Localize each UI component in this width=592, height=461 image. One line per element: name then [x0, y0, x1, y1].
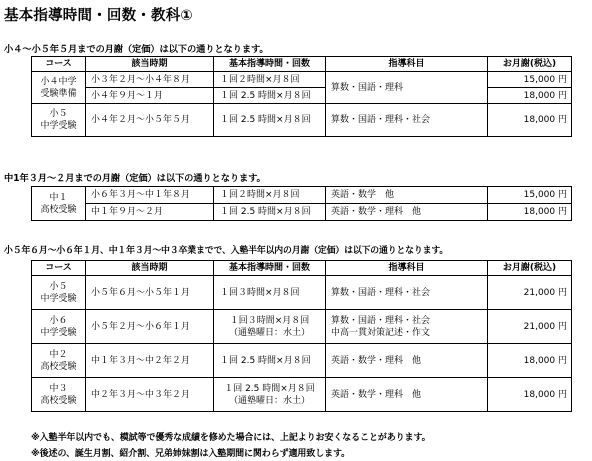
times-cell: [214, 310, 326, 344]
subjects-line: 算数・国語・理科・社会: [331, 287, 431, 298]
period-cell: 小５年２月〜小６年１月: [86, 310, 214, 344]
section2-caption: 中1年３月〜２月までの月謝（定価）は以下の通りとなります。: [4, 173, 266, 184]
course-cell: [32, 310, 86, 344]
subjects-cell: 算数・国語・理科・社会: [326, 104, 488, 137]
subjects-line: 英語・数学・理科 他: [331, 355, 422, 366]
section3-table: [31, 260, 572, 412]
header-subjects: 指導科目: [326, 57, 488, 72]
header-subjects: 指導科目: [326, 261, 488, 276]
subjects-line: 算数・国語・理科・社会: [331, 315, 431, 326]
table-row: [32, 187, 572, 204]
times-cell: [214, 344, 326, 378]
header-fee: お月謝(税込): [488, 57, 572, 72]
subjects-line: 英語・数学・理科 他: [331, 389, 422, 400]
table-row: [32, 88, 572, 104]
course-cell: [32, 344, 86, 378]
note-other-discounts: ※後述の、誕生月割、紹介割、兄弟姉妹割は入塾期間に関わらず適用致します。: [31, 449, 351, 459]
course-grade: 小５: [49, 281, 68, 292]
period-cell: 小５年６月〜小５年１月: [86, 276, 214, 310]
course-type: 中学受験: [40, 327, 77, 338]
table-header-row: [32, 57, 572, 72]
fee-cell: 21,000 円: [488, 276, 572, 310]
times-cell: １回２時間×月８回: [214, 72, 326, 88]
header-course: コース: [32, 57, 86, 72]
times-cell: [214, 276, 326, 310]
fee-cell: 18,000 円: [488, 378, 572, 412]
attendance-days: （通塾曜日：水土）: [228, 327, 310, 338]
section2-table: [31, 186, 572, 221]
period-cell: 小４年９月〜１月: [86, 88, 214, 104]
header-times: 基本指導時間・回数: [214, 57, 326, 72]
table-row: [32, 72, 572, 88]
subjects-cell: 算数・国語・理科: [326, 72, 488, 104]
course-grade: 中１: [49, 192, 68, 203]
period-cell: 小４年２月〜小５年５月: [86, 104, 214, 137]
period-cell: 小６年３月〜中１年８月: [86, 187, 214, 204]
times-line: １回 2.5 時間×月８回: [220, 355, 311, 366]
header-times: 基本指導時間・回数: [214, 261, 326, 276]
subjects-cell: [326, 378, 488, 412]
header-period: 該当時期: [86, 57, 214, 72]
fee-cell: 18,000 円: [488, 344, 572, 378]
section3-caption: 小５年６月〜小６年１月、中１年３月〜中３卒業までで、入塾半年以内の月謝（定価）は以下の通りとなります。: [4, 246, 449, 256]
page-title: 基本指導時間・回数・教科①: [4, 8, 193, 24]
course-grade: 中２: [49, 349, 68, 360]
course-type: 中学受験: [40, 121, 77, 131]
fee-cell: 21,000 円: [488, 310, 572, 344]
times-cell: １回 2.5 時間×月８回: [214, 104, 326, 137]
subjects-cell: 英語・数学 他: [326, 187, 488, 204]
course-cell: [32, 378, 86, 412]
table-row: [32, 310, 572, 344]
course-cell: [32, 72, 86, 104]
table-row: [32, 276, 572, 310]
table-header-row: [32, 261, 572, 276]
course-cell: [32, 276, 86, 310]
subjects-cell: 英語・数学・理科 他: [326, 204, 488, 221]
period-cell: 小３年２月〜小４年８月: [86, 72, 214, 88]
course-type: 中学受験: [40, 293, 77, 304]
note-discount: ※入塾半年以内でも、模試等で優秀な成績を修めた場合には、上記よりお安くなることがあります。: [31, 433, 431, 443]
section1-caption: 小４〜小５年５月までの月謝（定価）は以下の通りとなります。: [4, 44, 269, 55]
table-row: [32, 378, 572, 412]
fee-cell: 18,000 円: [488, 88, 572, 104]
course-type: 受験準備: [40, 88, 77, 99]
table-row: [32, 344, 572, 378]
subjects-cell: [326, 344, 488, 378]
attendance-days: （通塾曜日：水土）: [228, 395, 310, 406]
course-cell: [32, 187, 86, 221]
header-period: 該当時期: [86, 261, 214, 276]
course-grade: 小６: [49, 315, 68, 326]
section1-table: [31, 56, 572, 137]
times-line: １回３時間×月８回: [220, 287, 300, 298]
fee-cell: 18,000 円: [488, 204, 572, 221]
course-type: 高校受験: [40, 204, 77, 215]
header-course: コース: [32, 261, 86, 276]
times-cell: [214, 378, 326, 412]
period-cell: 中２年３月〜中３年２月: [86, 378, 214, 412]
times-cell: １回 2.5 時間×月８回: [214, 88, 326, 104]
period-cell: 中１年９月〜２月: [86, 204, 214, 221]
subjects-line: 中高一貫対策記述・作文: [331, 327, 431, 338]
course-type: 高校受験: [40, 361, 77, 372]
subjects-cell: [326, 276, 488, 310]
course-grade: 小５: [49, 109, 68, 119]
fee-cell: 15,000 円: [488, 72, 572, 88]
table-row: [32, 204, 572, 221]
course-grade: 中３: [49, 383, 68, 394]
fee-cell: 18,000 円: [488, 104, 572, 137]
course-grade: 小４中学: [40, 76, 77, 87]
times-line: １回 2.5 時間×月８回: [224, 383, 315, 394]
times-line: １回３時間×月８回: [229, 315, 310, 326]
period-cell: 中１年３月〜中２年２月: [86, 344, 214, 378]
times-cell: １回２時間×月８回: [214, 187, 326, 204]
course-type: 高校受験: [40, 395, 77, 406]
subjects-cell: [326, 310, 488, 344]
table-row: [32, 104, 572, 137]
times-cell: １回 2.5 時間×月８回: [214, 204, 326, 221]
course-cell: [32, 104, 86, 137]
header-fee: お月謝(税込): [488, 261, 572, 276]
fee-cell: 15,000 円: [488, 187, 572, 204]
